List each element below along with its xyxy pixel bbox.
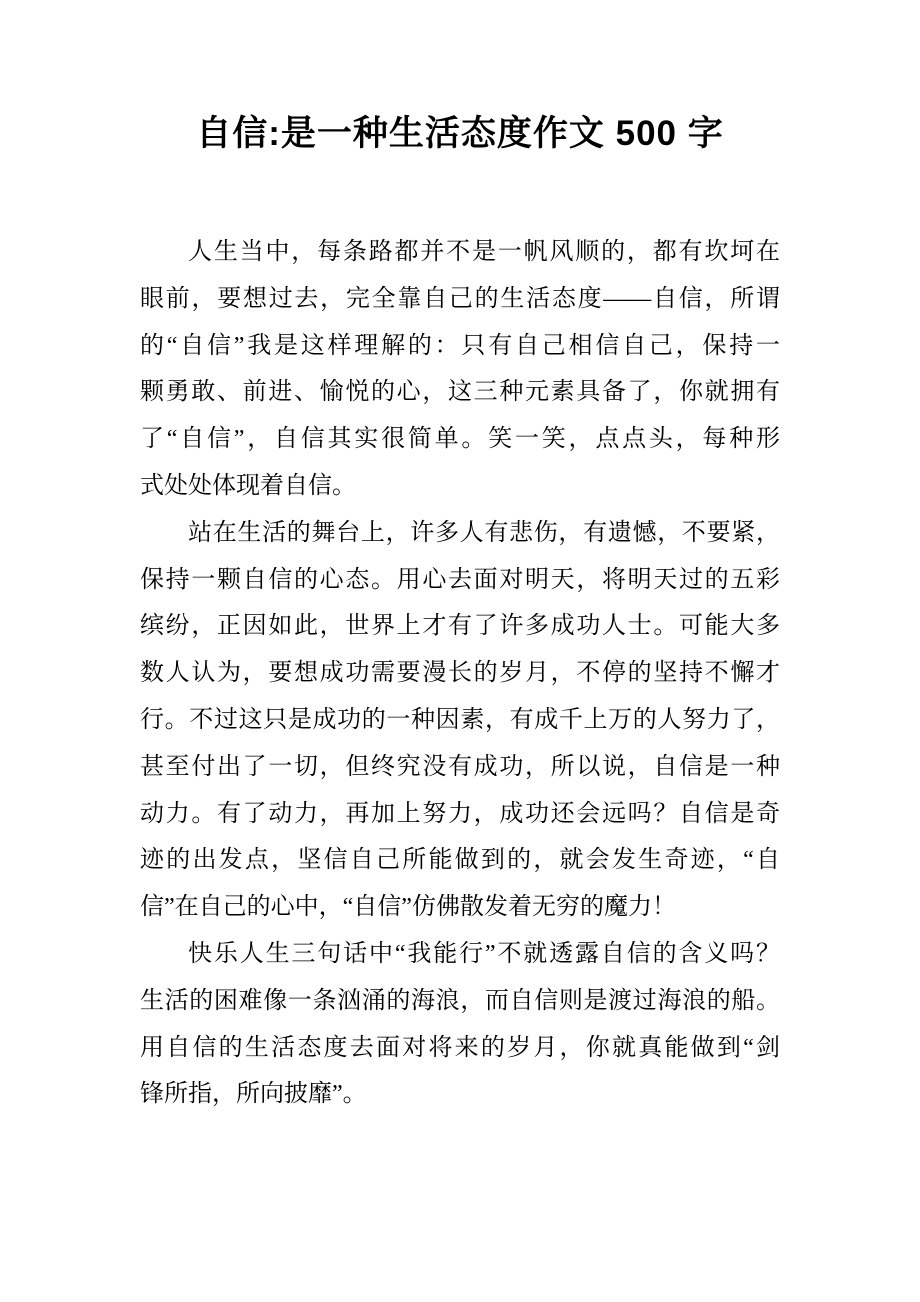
- text-line: 缤纷，正因如此，世界上才有了许多成功人士。可能大多: [140, 613, 780, 640]
- paragraph: [140, 931, 780, 1118]
- text-line: 生活的困难像一条汹涌的海浪，而自信则是渡过海浪的船。: [140, 987, 780, 1014]
- paragraph: [140, 229, 780, 510]
- text-line: 保持一颗自信的心态。用心去面对明天，将明天过的五彩: [140, 566, 780, 593]
- text-line: 动力。有了动力，再加上努力，成功还会远吗？自信是奇: [140, 800, 780, 827]
- text-line: 用自信的生活态度去面对将来的岁月，你就真能做到“剑: [140, 1034, 780, 1061]
- text-line: 甚至付出了一切，但终究没有成功，所以说，自信是一种: [140, 753, 780, 780]
- paragraph: [140, 510, 780, 931]
- text-line: 的“自信”我是这样理解的：只有自己相信自己，保持一: [140, 332, 780, 359]
- text-line: 式处处体现着自信。: [140, 472, 356, 499]
- text-line: 信”在自己的心中，“自信”仿佛散发着无穷的魔力！: [140, 894, 676, 921]
- text-line: 锋所指，所向披靡”。: [140, 1081, 367, 1108]
- text-line: 了“自信”，自信其实很简单。笑一笑，点点头，每种形: [140, 426, 780, 453]
- text-line: 数人认为，要想成功需要漫长的岁月，不停的坚持不懈才: [140, 660, 780, 687]
- text-line: 迹的出发点，坚信自己所能做到的，就会发生奇迹，“自: [140, 847, 780, 874]
- document-body: [140, 229, 780, 1118]
- text-line: 眼前，要想过去，完全靠自己的生活态度——自信，所谓: [140, 285, 780, 312]
- text-line: 颗勇敢、前进、愉悦的心，这三种元素具备了，你就拥有: [140, 379, 780, 406]
- text-line: 行。不过这只是成功的一种因素，有成千上万的人努力了，: [140, 706, 780, 733]
- document-title: 自信:是一种生活态度作文 500 字: [196, 114, 724, 153]
- text-line: 站在生活的舞台上，许多人有悲伤，有遗憾，不要紧，: [188, 519, 780, 546]
- text-line: 快乐人生三句话中“我能行”不就透露自信的含义吗？: [188, 940, 780, 967]
- text-line: 人生当中，每条路都并不是一帆风顺的，都有坎坷在: [188, 239, 780, 265]
